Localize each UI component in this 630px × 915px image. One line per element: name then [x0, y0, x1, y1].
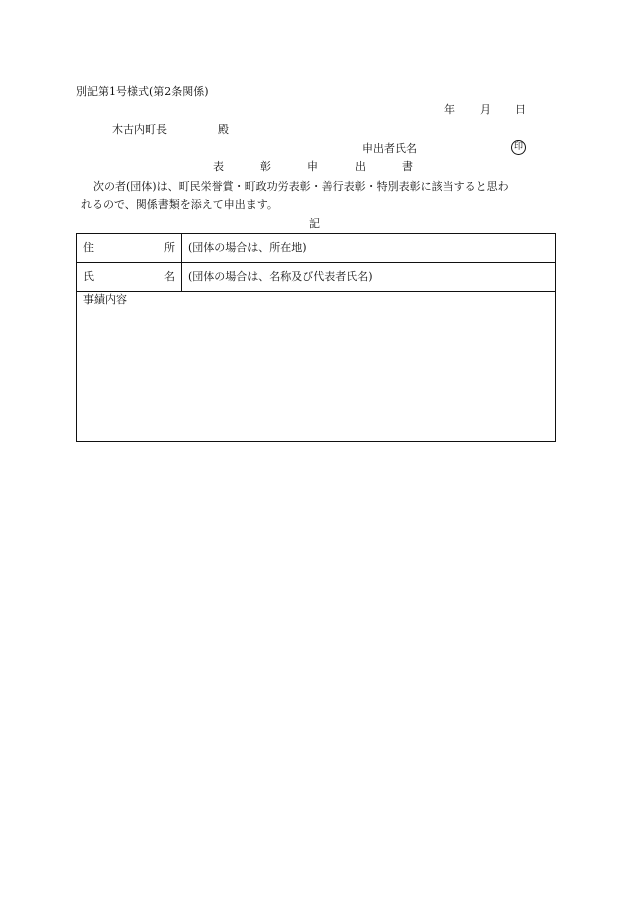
address-label [77, 234, 182, 263]
name-note: (団体の場合は、名称及び代表者氏名) [188, 270, 373, 283]
body-text-line-2: れるので、関係書類を添えて申出ます。 [81, 198, 278, 211]
name-label-char-2: 名 [164, 270, 175, 283]
name-label [77, 263, 182, 292]
address-field[interactable] [182, 234, 556, 263]
title-char-5: 書 [402, 160, 413, 173]
body-text-line-1: 次の者(団体)は、町民栄誉賞・町政功労表彰・善行表彰・特別表彰に該当すると思わ [93, 180, 509, 193]
addressee-name: 木古内町長 [112, 123, 167, 136]
details-table [76, 233, 556, 442]
achievements-field[interactable] [77, 292, 556, 442]
date-day: 日 [515, 103, 526, 116]
seal-mark: 印 [511, 140, 526, 155]
address-label-char-2: 所 [164, 241, 175, 254]
title-char-1: 表 [213, 160, 224, 173]
achievements-row [77, 292, 556, 442]
achievements-label: 事績内容 [83, 293, 127, 306]
name-label-char-1: 氏 [83, 270, 94, 283]
title-char-4: 出 [355, 160, 366, 173]
date-month: 月 [480, 103, 491, 116]
title-char-2: 彰 [260, 160, 271, 173]
ki-heading: 記 [309, 217, 320, 230]
applicant-name-label: 申出者氏名 [362, 142, 417, 155]
title-char-3: 申 [307, 160, 318, 173]
address-row [77, 234, 556, 263]
address-label-char-1: 住 [83, 241, 94, 254]
name-row [77, 263, 556, 292]
addressee-honorific: 殿 [218, 123, 229, 136]
address-note: (団体の場合は、所在地) [188, 241, 307, 254]
name-field[interactable] [182, 263, 556, 292]
date-year: 年 [444, 103, 455, 116]
form-header: 別記第1号様式(第2条関係) [76, 85, 209, 98]
